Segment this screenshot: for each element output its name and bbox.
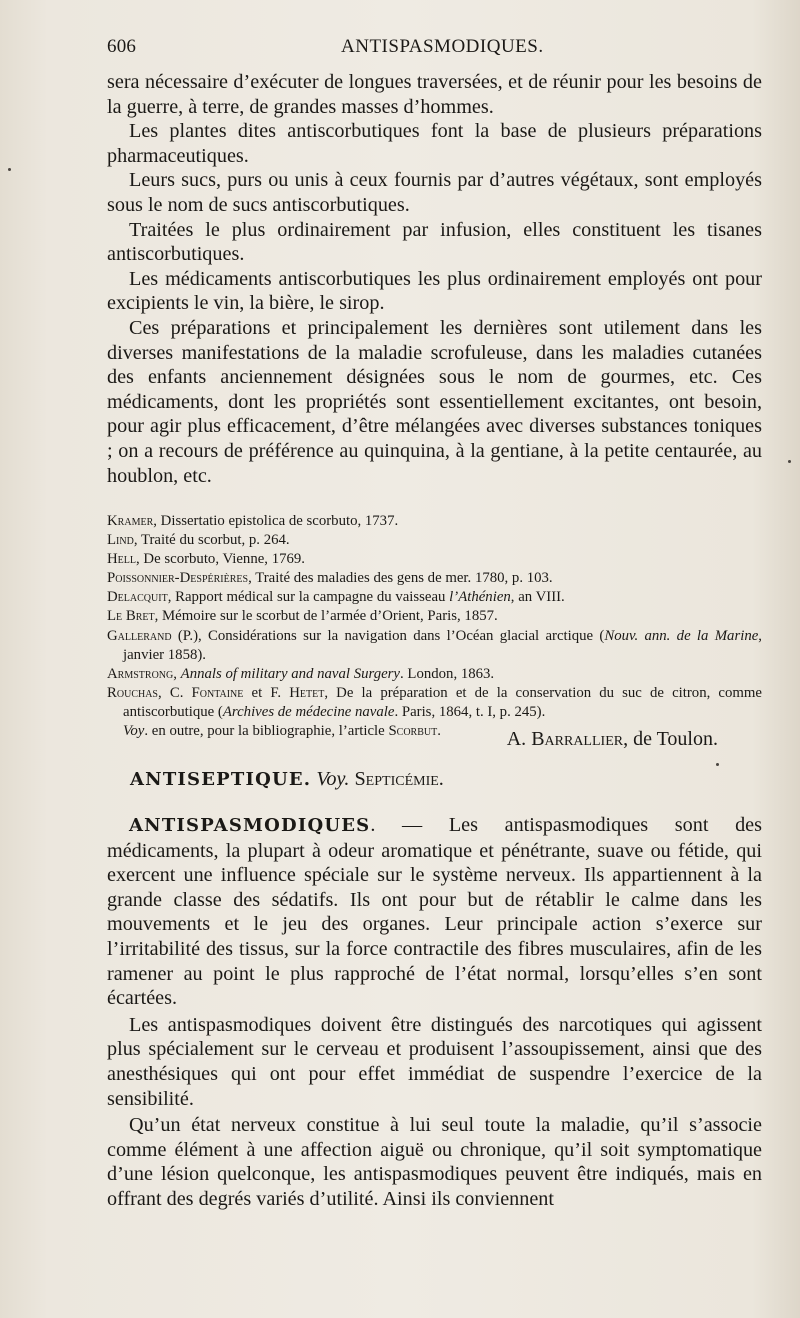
scan-speck bbox=[8, 168, 11, 171]
antiseptique-entry bbox=[130, 768, 762, 791]
running-head: ANTISPASMODIQUES. bbox=[341, 36, 544, 57]
entry-heading: ANTISEPTIQUE. bbox=[130, 769, 312, 790]
page-number: 606 bbox=[107, 36, 137, 57]
paragraph-6: Ces préparations et principalement les dernières sont utilement dans les diverses manifestations de la maladie scrofuleuse, dans les maladies cutanées des enfants anciennement désignées sous le nom de gourmes, etc. Ces médicaments, dont les propriétés sont essentiellement excitantes, ont besoin, pour agir plus efficacement, d’être mélangées avec diverses substances toniques ; on a recours de préférence au quinquina, à la gentiane, à la petite centaurée, au houblon, etc. bbox=[107, 316, 762, 487]
reference-item: Le Bret, Mémoire sur le scorbut de l’armée d’Orient, Paris, 1857. bbox=[107, 608, 498, 625]
cross-reference: Septicémie. bbox=[354, 768, 444, 790]
antiscorbutiques-text bbox=[107, 70, 762, 488]
paragraph: Qu’un état nerveux constitue à lui seul toute la maladie, qu’il s’associe comme élément à une affection aiguë ou chronique, qu’il soit symptomatique d’une lésion quelconque, les antispasmodiques peuvent être indiqués, mais en offrant des degrés variés d’utilité. Ainsi ils conviennent bbox=[107, 1114, 762, 1210]
reference-item: Armstrong, Annals of military and naval Surgery. London, 1863. bbox=[107, 665, 495, 682]
paragraph-3: Leurs sucs, purs ou unis à ceux fournis par d’autres végétaux, sont employés sous le nom de sucs antiscorbutiques. bbox=[107, 169, 762, 216]
page-header bbox=[107, 36, 762, 60]
paragraph: Les antispasmodiques doivent être distingués des narcotiques qui agissent plus spécialement sur le cerveau et produisent l’assoupissement, ainsi que des anesthésiques qui ont pour effet immédiat de suspendre l’exercice de la sensibilité. bbox=[107, 1013, 762, 1110]
reference-item: Delacquit, Rapport médical sur la campagne du vaisseau l’Athénien, an VIII. bbox=[107, 589, 565, 606]
reference-item: Poissonnier-Despérières, Traité des maladies des gens de mer. 1780, p. 103. bbox=[107, 570, 553, 587]
bibliography bbox=[107, 512, 762, 741]
paragraph-1: sera nécessaire d’exécuter de longues traversées, et de réunir pour les besoins de la guerre, à terre, de grandes masses d’hommes. bbox=[107, 71, 762, 118]
paragraph-5: Les médicaments antiscorbutiques les plus ordinairement employés ont pour excipients le vin, la bière, le sirop. bbox=[107, 267, 762, 315]
author-signature: A. Barrallier, de Toulon. bbox=[506, 728, 718, 750]
reference-item: Hell, De scorbuto, Vienne, 1769. bbox=[107, 551, 305, 568]
paragraph-2: Les plantes dites antiscorbutiques font la base de plusieurs préparations pharmaceutiques. bbox=[107, 120, 762, 167]
entry-heading: ANTISPASMODIQUES bbox=[129, 815, 371, 836]
reference-item: Voy. en outre, pour la bibliographie, l’article Scorbut. bbox=[123, 723, 441, 740]
scan-speck bbox=[716, 763, 719, 766]
antispasmodiques-entry bbox=[107, 813, 762, 1212]
paragraph-4: Traitées le plus ordinairement par infusion, elles constituent les tisanes antiscorbutiques. bbox=[107, 218, 762, 266]
reference-item: Lind, Traité du scorbut, p. 264. bbox=[107, 532, 290, 549]
reference-item: Gallerand (P.), Considérations sur la navigation dans l’Océan glacial arctique (Nouv. ann. de la Marine, janvier 1858). bbox=[107, 627, 762, 663]
scan-speck bbox=[788, 460, 791, 463]
voy-label: Voy. bbox=[316, 768, 350, 790]
reference-item: Rouchas, C. Fontaine et F. Hetet, De la préparation et de la conservation du suc de citron, comme antiscorbutique (Archives de médecine navale. Paris, 1864, t. I, p. 245). bbox=[107, 684, 762, 720]
paragraph-lead: ANTISPASMODIQUES. — Les antispasmodiques sont des médicaments, la plupart à odeur aromatique et pénétrante, suave ou fétide, qui exercent une influence spéciale sur le système nerveux. Ils appartiennent à la grande classe des sédatifs. Ils ont pour but de rétablir le calme dans les mouvements et le jeu des organes. Leur principale action s’exerce sur l’irritabilité des tissus, sur la force contractile des fibres musculaires, afin de les ramener au point le plus rapproché de l’état normal, lorsqu’elles s’en sont écartées. bbox=[107, 814, 762, 1010]
reference-item: Kramer, Dissertatio epistolica de scorbuto, 1737. bbox=[107, 513, 399, 529]
